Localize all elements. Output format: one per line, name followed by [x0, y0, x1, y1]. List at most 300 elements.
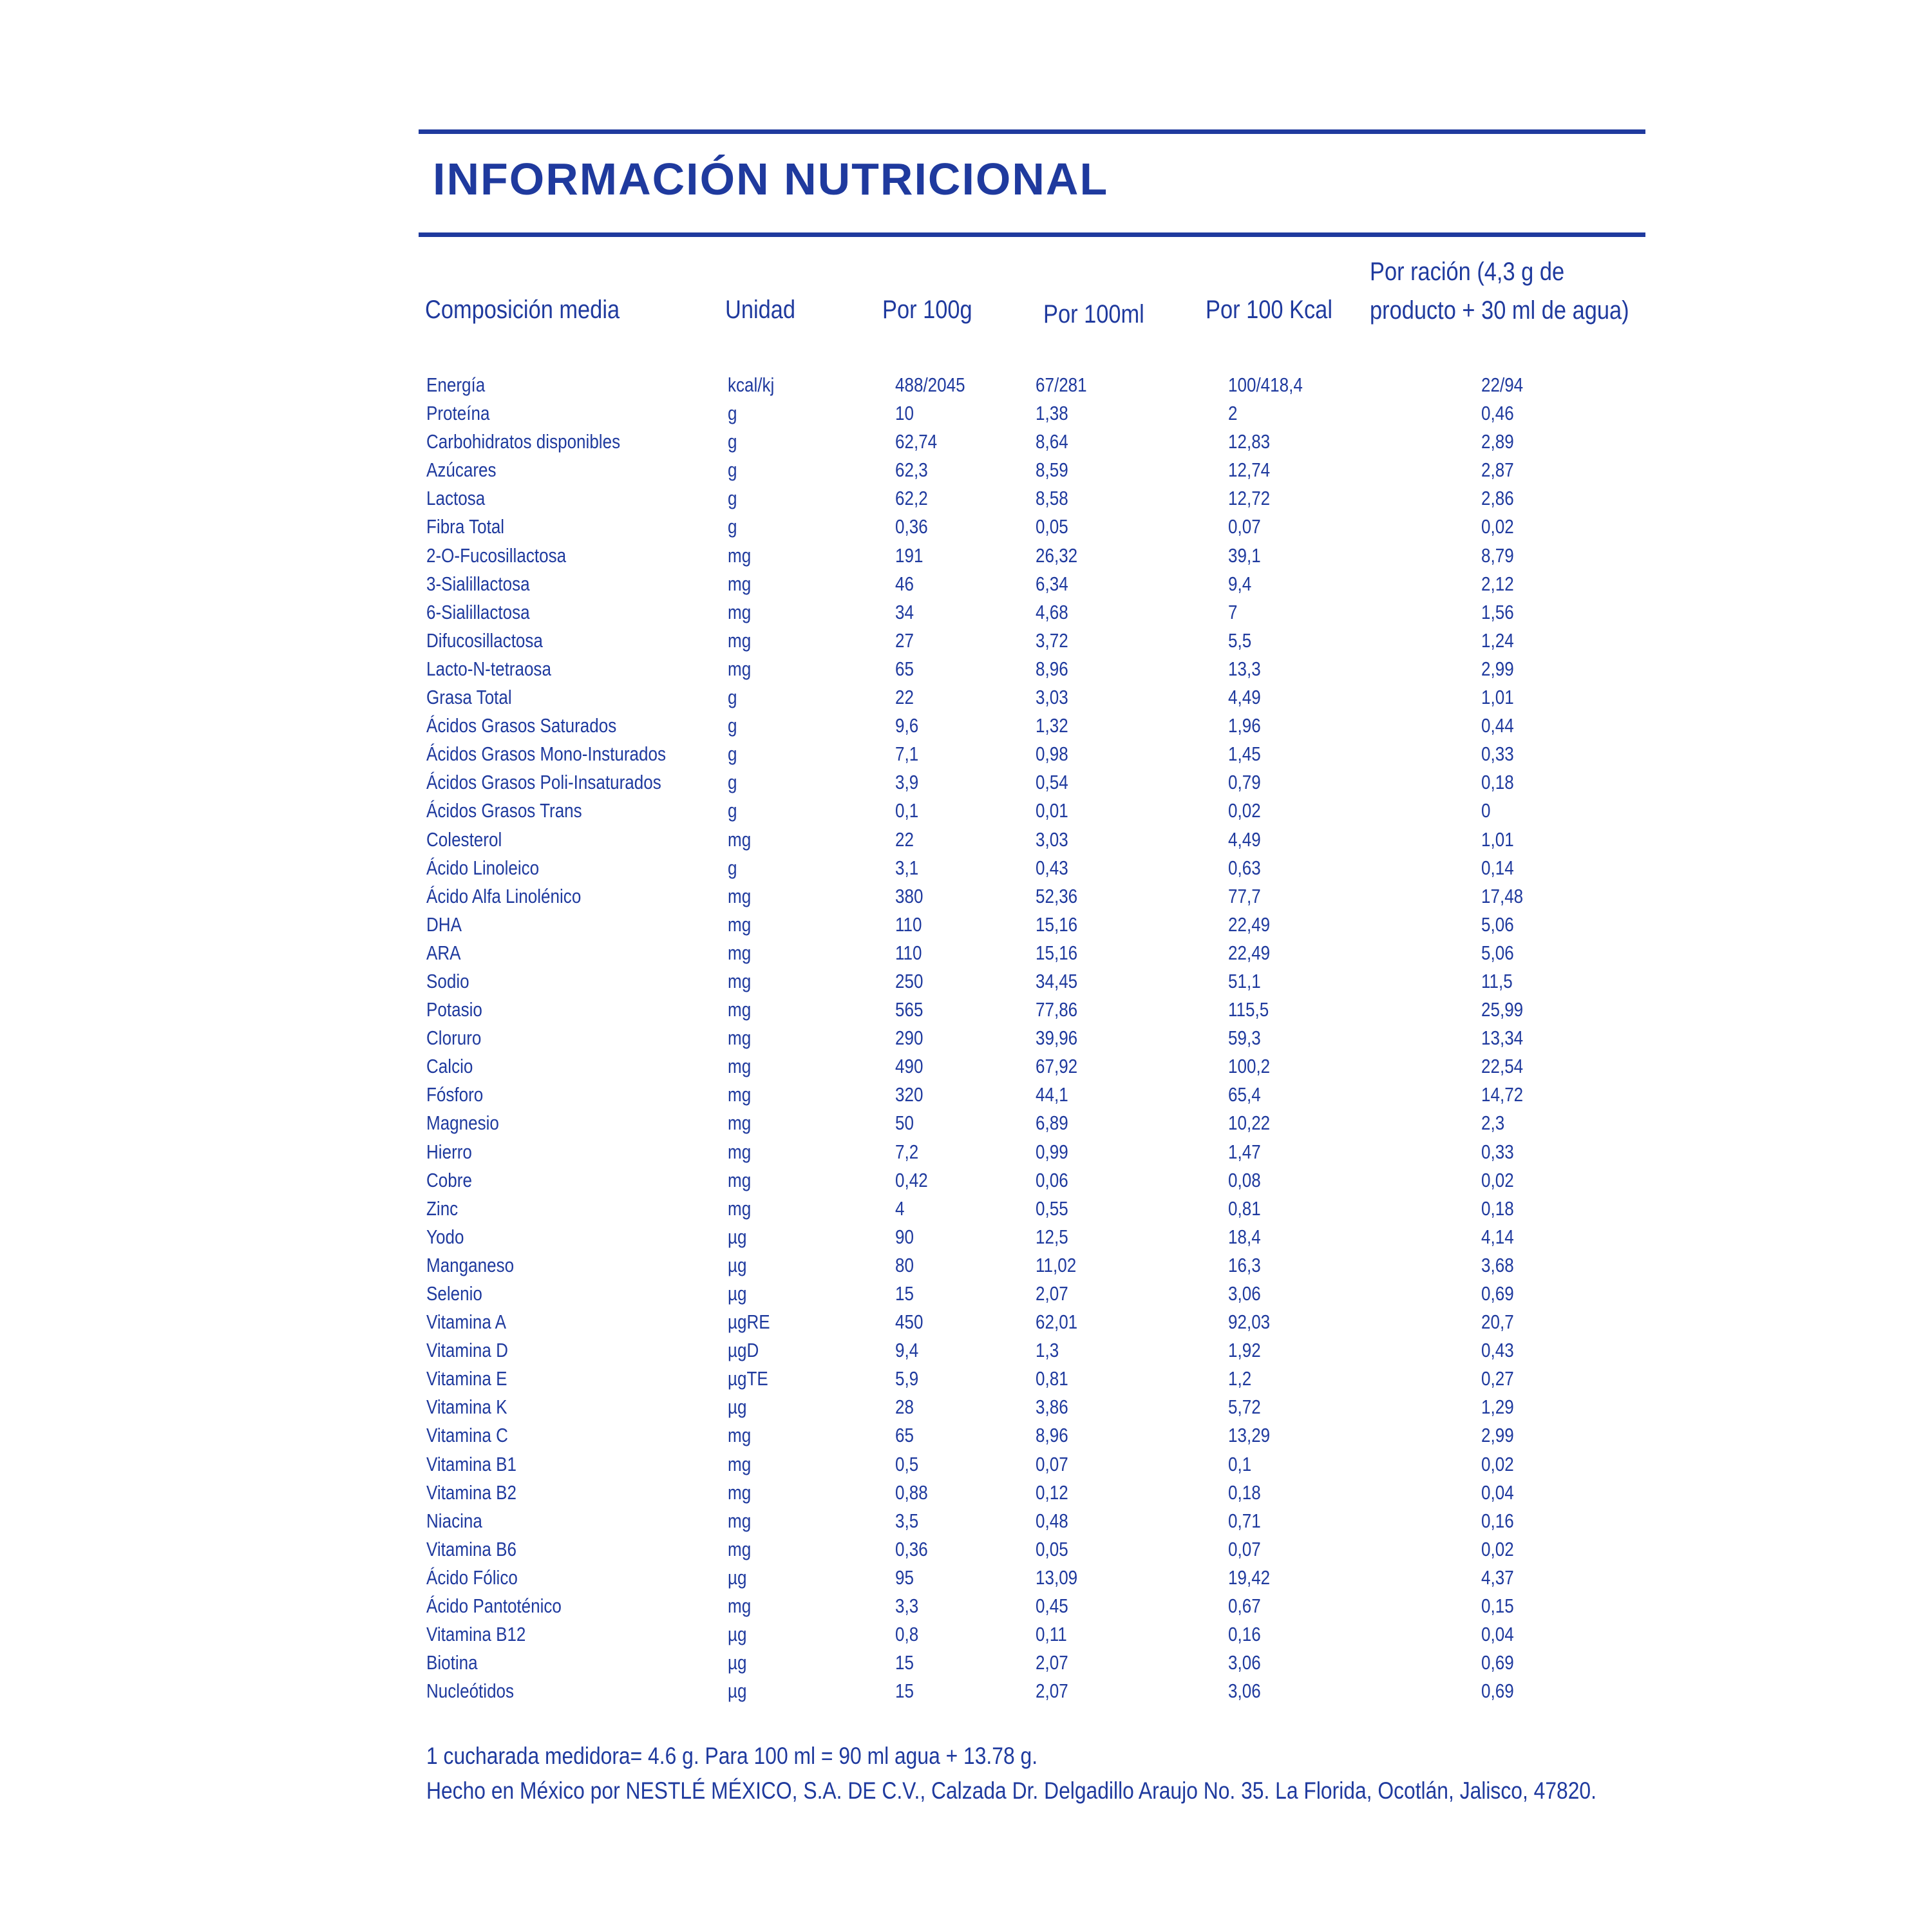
value-per-100g: 95 — [895, 1566, 914, 1589]
nutrient-name: Zinc — [426, 1197, 459, 1220]
value-per-serving: 1,29 — [1481, 1396, 1514, 1419]
nutrient-name: Proteína — [426, 402, 490, 425]
value-per-100ml: 8,58 — [1036, 487, 1068, 510]
value-per-100g: 490 — [895, 1055, 923, 1078]
value-per-serving: 0,02 — [1481, 1537, 1514, 1560]
value-per-100ml: 67/281 — [1036, 374, 1087, 396]
table-row — [0, 1592, 1932, 1620]
value-per-100kcal: 59,3 — [1228, 1027, 1261, 1050]
nutrient-name: Potasio — [426, 998, 482, 1021]
table-row — [0, 627, 1932, 655]
value-per-100kcal: 5,72 — [1228, 1396, 1261, 1419]
table-row — [0, 1195, 1932, 1223]
unit: µg — [728, 1225, 747, 1248]
value-per-100g: 15 — [895, 1282, 914, 1305]
nutrient-name: Selenio — [426, 1282, 482, 1305]
value-per-100ml: 0,99 — [1036, 1140, 1068, 1163]
value-per-100ml: 77,86 — [1036, 998, 1078, 1021]
table-row — [0, 1564, 1932, 1592]
unit: mg — [728, 1509, 752, 1532]
nutrient-name: Yodo — [426, 1225, 464, 1248]
table-row — [0, 1393, 1932, 1421]
value-per-serving: 0,16 — [1481, 1509, 1514, 1532]
nutrient-name: Vitamina K — [426, 1396, 507, 1419]
unit: µgD — [728, 1339, 759, 1362]
value-per-100g: 7,1 — [895, 743, 919, 766]
value-per-100g: 3,9 — [895, 771, 919, 794]
value-per-100kcal: 10,22 — [1228, 1112, 1271, 1135]
value-per-serving: 4,14 — [1481, 1225, 1514, 1248]
value-per-100g: 10 — [895, 402, 914, 425]
unit: mg — [728, 1055, 752, 1078]
nutrient-name: Colesterol — [426, 828, 502, 851]
unit: µg — [728, 1396, 747, 1419]
value-per-100kcal: 0,18 — [1228, 1481, 1261, 1504]
value-per-100g: 15 — [895, 1651, 914, 1674]
value-per-serving: 0,69 — [1481, 1680, 1514, 1703]
nutrient-name: Hierro — [426, 1140, 472, 1163]
unit: µgTE — [728, 1367, 768, 1390]
value-per-100kcal: 12,83 — [1228, 430, 1271, 453]
table-row — [0, 683, 1932, 712]
table-row — [0, 1507, 1932, 1535]
value-per-100kcal: 39,1 — [1228, 544, 1261, 567]
unit: µg — [728, 1623, 747, 1646]
nutrient-name: Niacina — [426, 1509, 482, 1532]
value-per-100g: 22 — [895, 828, 914, 851]
table-row — [0, 371, 1932, 399]
value-per-100g: 450 — [895, 1311, 923, 1334]
value-per-serving: 2,3 — [1481, 1112, 1505, 1135]
value-per-100g: 90 — [895, 1225, 914, 1248]
value-per-100ml: 0,54 — [1036, 771, 1068, 794]
value-per-100ml: 2,07 — [1036, 1651, 1068, 1674]
value-per-100ml: 26,32 — [1036, 544, 1078, 567]
nutrient-name: Grasa Total — [426, 686, 512, 709]
unit: mg — [728, 1027, 752, 1050]
value-per-100g: 34 — [895, 600, 914, 623]
nutrient-name: Sodio — [426, 969, 469, 992]
value-per-100kcal: 13,3 — [1228, 657, 1261, 680]
table-row — [0, 428, 1932, 456]
unit: g — [728, 771, 737, 794]
table-row — [0, 456, 1932, 484]
nutrient-name: Ácido Fólico — [426, 1566, 518, 1589]
value-per-100ml: 3,03 — [1036, 828, 1068, 851]
table-row — [0, 1138, 1932, 1166]
unit: kcal/kj — [728, 374, 775, 396]
value-per-serving: 3,68 — [1481, 1253, 1514, 1276]
nutrient-name: 3-Sialillactosa — [426, 572, 530, 595]
value-per-100kcal: 3,06 — [1228, 1282, 1261, 1305]
nutrient-name: Ácidos Grasos Poli-Insaturados — [426, 771, 661, 794]
nutrient-name: Magnesio — [426, 1112, 499, 1135]
unit: g — [728, 402, 737, 425]
value-per-serving: 14,72 — [1481, 1083, 1524, 1106]
value-per-serving: 1,01 — [1481, 686, 1514, 709]
table-row — [0, 655, 1932, 683]
value-per-100ml: 0,11 — [1036, 1623, 1067, 1646]
table-row — [0, 1479, 1932, 1507]
value-per-100g: 62,74 — [895, 430, 938, 453]
unit: g — [728, 515, 737, 538]
value-per-100kcal: 2 — [1228, 402, 1238, 425]
unit: mg — [728, 1537, 752, 1560]
unit: mg — [728, 1424, 752, 1447]
nutrient-name: DHA — [426, 913, 462, 936]
table-row — [0, 1535, 1932, 1564]
unit: mg — [728, 1452, 752, 1475]
value-per-100kcal: 22,49 — [1228, 913, 1271, 936]
value-per-serving: 0,44 — [1481, 714, 1514, 737]
value-per-100kcal: 1,96 — [1228, 714, 1261, 737]
unit: g — [728, 743, 737, 766]
unit: mg — [728, 1197, 752, 1220]
nutrient-name: Energía — [426, 374, 486, 396]
table-row — [0, 1024, 1932, 1052]
value-per-100ml: 0,05 — [1036, 1537, 1068, 1560]
nutrient-name: Ácidos Grasos Saturados — [426, 714, 617, 737]
unit: g — [728, 856, 737, 879]
value-per-100kcal: 7 — [1228, 600, 1238, 623]
value-per-serving: 0,02 — [1481, 515, 1514, 538]
unit: g — [728, 430, 737, 453]
value-per-100g: 7,2 — [895, 1140, 919, 1163]
value-per-100kcal: 0,67 — [1228, 1595, 1261, 1618]
table-row — [0, 882, 1932, 911]
nutrition-table-body — [0, 371, 1932, 1705]
value-per-100g: 0,5 — [895, 1452, 919, 1475]
value-per-100g: 3,3 — [895, 1595, 919, 1618]
unit: µg — [728, 1253, 747, 1276]
value-per-serving: 4,37 — [1481, 1566, 1514, 1589]
value-per-100kcal: 65,4 — [1228, 1083, 1261, 1106]
value-per-100g: 110 — [895, 913, 922, 936]
value-per-serving: 2,12 — [1481, 572, 1514, 595]
unit: mg — [728, 1595, 752, 1618]
unit: mg — [728, 1168, 752, 1191]
value-per-100g: 488/2045 — [895, 374, 965, 396]
value-per-100kcal: 92,03 — [1228, 1311, 1271, 1334]
value-per-serving: 0,33 — [1481, 743, 1514, 766]
value-per-100kcal: 22,49 — [1228, 941, 1271, 964]
value-per-serving: 0 — [1481, 799, 1491, 822]
value-per-100g: 28 — [895, 1396, 914, 1419]
value-per-100g: 50 — [895, 1112, 914, 1135]
nutrient-name: Carbohidratos disponibles — [426, 430, 621, 453]
unit: mg — [728, 657, 752, 680]
unit: mg — [728, 884, 752, 907]
value-per-100ml: 0,48 — [1036, 1509, 1068, 1532]
value-per-100ml: 0,55 — [1036, 1197, 1068, 1220]
value-per-serving: 5,06 — [1481, 941, 1514, 964]
header-por-racion — [1370, 252, 1629, 330]
nutrient-name: Lactosa — [426, 487, 486, 510]
unit: g — [728, 799, 737, 822]
unit: g — [728, 714, 737, 737]
value-per-serving: 2,86 — [1481, 487, 1514, 510]
value-per-100ml: 62,01 — [1036, 1311, 1078, 1334]
header-por-100g: Por 100g — [882, 296, 972, 324]
value-per-serving: 8,79 — [1481, 544, 1514, 567]
value-per-100kcal: 4,49 — [1228, 828, 1261, 851]
nutrient-name: Cobre — [426, 1168, 472, 1191]
value-per-100kcal: 0,63 — [1228, 856, 1261, 879]
nutrient-name: Ácido Alfa Linolénico — [426, 884, 582, 907]
value-per-100kcal: 115,5 — [1228, 998, 1269, 1021]
value-per-100kcal: 0,1 — [1228, 1452, 1252, 1475]
table-row — [0, 1308, 1932, 1336]
value-per-serving: 0,18 — [1481, 771, 1514, 794]
value-per-100kcal: 12,74 — [1228, 459, 1271, 482]
value-per-100ml: 8,64 — [1036, 430, 1068, 453]
table-row — [0, 797, 1932, 825]
value-per-100g: 9,6 — [895, 714, 919, 737]
nutrient-name: 2-O-Fucosillactosa — [426, 544, 567, 567]
value-per-100ml: 6,34 — [1036, 572, 1068, 595]
unit: mg — [728, 828, 752, 851]
table-row — [0, 570, 1932, 598]
value-per-100kcal: 100/418,4 — [1228, 374, 1303, 396]
table-row — [0, 996, 1932, 1024]
value-per-100ml: 15,16 — [1036, 941, 1078, 964]
value-per-100ml: 8,59 — [1036, 459, 1068, 482]
table-row — [0, 1166, 1932, 1195]
value-per-serving: 2,87 — [1481, 459, 1514, 482]
value-per-100ml: 0,12 — [1036, 1481, 1068, 1504]
value-per-serving: 0,04 — [1481, 1481, 1514, 1504]
page-title: INFORMACIÓN NUTRICIONAL — [433, 154, 1109, 204]
table-row — [0, 542, 1932, 570]
value-per-100g: 15 — [895, 1680, 914, 1703]
value-per-100kcal: 51,1 — [1228, 969, 1261, 992]
table-row — [0, 1620, 1932, 1649]
value-per-serving: 0,27 — [1481, 1367, 1514, 1390]
header-por-100kcal: Por 100 Kcal — [1206, 296, 1332, 324]
value-per-100ml: 13,09 — [1036, 1566, 1078, 1589]
value-per-100g: 0,42 — [895, 1168, 928, 1191]
value-per-serving: 0,33 — [1481, 1140, 1514, 1163]
value-per-100kcal: 1,45 — [1228, 743, 1261, 766]
nutrient-name: Fibra Total — [426, 515, 505, 538]
table-row — [0, 1421, 1932, 1450]
value-per-100kcal: 0,16 — [1228, 1623, 1261, 1646]
value-per-100g: 320 — [895, 1083, 923, 1106]
unit: mg — [728, 1112, 752, 1135]
value-per-100g: 5,9 — [895, 1367, 919, 1390]
value-per-serving: 0,14 — [1481, 856, 1514, 879]
unit: mg — [728, 941, 752, 964]
unit: µgRE — [728, 1311, 770, 1334]
unit: mg — [728, 1140, 752, 1163]
value-per-100kcal: 0,07 — [1228, 515, 1261, 538]
nutrient-name: Ácidos Grasos Mono-Insturados — [426, 743, 666, 766]
value-per-serving: 0,02 — [1481, 1168, 1514, 1191]
unit: g — [728, 686, 737, 709]
nutrient-name: Cloruro — [426, 1027, 482, 1050]
nutrient-name: Ácido Pantoténico — [426, 1595, 562, 1618]
table-row — [0, 826, 1932, 854]
value-per-serving: 0,69 — [1481, 1282, 1514, 1305]
value-per-100ml: 4,68 — [1036, 600, 1068, 623]
unit: µg — [728, 1651, 747, 1674]
footer-serving-note: 1 cucharada medidora= 4.6 g. Para 100 ml = 90 ml agua + 13.78 g. — [426, 1743, 1038, 1769]
value-per-100g: 250 — [895, 969, 923, 992]
value-per-100g: 27 — [895, 629, 914, 652]
nutrient-name: Difucosillactosa — [426, 629, 543, 652]
nutrient-name: Vitamina E — [426, 1367, 507, 1390]
value-per-100kcal: 3,06 — [1228, 1651, 1261, 1674]
nutrient-name: Ácido Linoleico — [426, 856, 540, 879]
table-row — [0, 768, 1932, 797]
table-row — [0, 1081, 1932, 1109]
unit: µg — [728, 1282, 747, 1305]
value-per-100kcal: 0,08 — [1228, 1168, 1261, 1191]
value-per-100ml: 52,36 — [1036, 884, 1078, 907]
unit: mg — [728, 600, 752, 623]
value-per-100kcal: 16,3 — [1228, 1253, 1261, 1276]
value-per-100ml: 1,3 — [1036, 1339, 1059, 1362]
table-row — [0, 399, 1932, 428]
value-per-100kcal: 0,71 — [1228, 1509, 1261, 1532]
value-per-100g: 0,88 — [895, 1481, 928, 1504]
unit: mg — [728, 1481, 752, 1504]
value-per-100g: 4 — [895, 1197, 905, 1220]
value-per-100g: 62,2 — [895, 487, 928, 510]
nutrient-name: Vitamina B6 — [426, 1537, 516, 1560]
value-per-serving: 2,99 — [1481, 657, 1514, 680]
table-row — [0, 740, 1932, 768]
header-unidad: Unidad — [725, 296, 796, 324]
table-row — [0, 1280, 1932, 1308]
table-row — [0, 939, 1932, 967]
value-per-serving: 0,43 — [1481, 1339, 1514, 1362]
table-row — [0, 1251, 1932, 1280]
unit: mg — [728, 629, 752, 652]
value-per-100g: 80 — [895, 1253, 914, 1276]
unit: g — [728, 459, 737, 482]
nutrient-name: Vitamina C — [426, 1424, 508, 1447]
header-por-racion-line1: Por ración (4,3 g de — [1370, 258, 1565, 286]
table-row — [0, 854, 1932, 882]
table-row — [0, 598, 1932, 627]
table-row — [0, 1450, 1932, 1479]
value-per-serving: 22,54 — [1481, 1055, 1524, 1078]
unit: mg — [728, 998, 752, 1021]
table-row — [0, 484, 1932, 513]
value-per-serving: 20,7 — [1481, 1311, 1514, 1334]
nutrient-name: Manganeso — [426, 1253, 515, 1276]
value-per-100ml: 0,81 — [1036, 1367, 1068, 1390]
nutrient-name: Ácidos Grasos Trans — [426, 799, 582, 822]
value-per-100ml: 8,96 — [1036, 1424, 1068, 1447]
nutrient-name: Azúcares — [426, 459, 497, 482]
value-per-100g: 565 — [895, 998, 923, 1021]
value-per-100kcal: 1,2 — [1228, 1367, 1252, 1390]
table-row — [0, 1365, 1932, 1393]
table-row — [0, 967, 1932, 996]
table-row — [0, 1052, 1932, 1081]
nutrient-name: ARA — [426, 941, 461, 964]
value-per-100ml: 1,32 — [1036, 714, 1068, 737]
value-per-100g: 380 — [895, 884, 923, 907]
value-per-100g: 3,5 — [895, 1509, 919, 1532]
value-per-100kcal: 0,02 — [1228, 799, 1261, 822]
nutrient-name: Vitamina D — [426, 1339, 508, 1362]
header-por-100ml: Por 100ml — [1043, 300, 1144, 328]
unit: mg — [728, 1083, 752, 1106]
value-per-serving: 22/94 — [1481, 374, 1524, 396]
value-per-serving: 1,24 — [1481, 629, 1514, 652]
value-per-100ml: 0,07 — [1036, 1452, 1068, 1475]
nutrient-name: Vitamina B2 — [426, 1481, 516, 1504]
value-per-100kcal: 4,49 — [1228, 686, 1261, 709]
value-per-100kcal: 77,7 — [1228, 884, 1261, 907]
unit: g — [728, 487, 737, 510]
value-per-100ml: 3,72 — [1036, 629, 1068, 652]
value-per-100g: 0,8 — [895, 1623, 919, 1646]
value-per-100ml: 15,16 — [1036, 913, 1078, 936]
nutrient-name: Vitamina B1 — [426, 1452, 516, 1475]
value-per-100ml: 0,45 — [1036, 1595, 1068, 1618]
value-per-100kcal: 18,4 — [1228, 1225, 1261, 1248]
value-per-serving: 2,99 — [1481, 1424, 1514, 1447]
header-por-racion-line2: producto + 30 ml de agua) — [1370, 296, 1629, 325]
value-per-100ml: 0,43 — [1036, 856, 1068, 879]
value-per-serving: 1,56 — [1481, 600, 1514, 623]
value-per-serving: 0,69 — [1481, 1651, 1514, 1674]
value-per-serving: 0,15 — [1481, 1595, 1514, 1618]
title-divider — [419, 232, 1645, 237]
value-per-serving: 5,06 — [1481, 913, 1514, 936]
value-per-100ml: 0,01 — [1036, 799, 1068, 822]
table-row — [0, 712, 1932, 740]
table-row — [0, 513, 1932, 541]
value-per-100ml: 12,5 — [1036, 1225, 1068, 1248]
value-per-100kcal: 100,2 — [1228, 1055, 1271, 1078]
value-per-serving: 0,18 — [1481, 1197, 1514, 1220]
table-row — [0, 1677, 1932, 1705]
value-per-100kcal: 1,47 — [1228, 1140, 1261, 1163]
unit: µg — [728, 1566, 747, 1589]
value-per-100ml: 0,06 — [1036, 1168, 1068, 1191]
table-row — [0, 1109, 1932, 1137]
unit: mg — [728, 913, 752, 936]
value-per-serving: 11,5 — [1481, 969, 1513, 992]
value-per-serving: 13,34 — [1481, 1027, 1524, 1050]
value-per-100ml: 39,96 — [1036, 1027, 1078, 1050]
value-per-100g: 0,36 — [895, 515, 928, 538]
value-per-100ml: 3,03 — [1036, 686, 1068, 709]
value-per-100ml: 67,92 — [1036, 1055, 1078, 1078]
nutrient-name: Nucleótidos — [426, 1680, 515, 1703]
value-per-100kcal: 12,72 — [1228, 487, 1271, 510]
value-per-100g: 0,1 — [895, 799, 919, 822]
value-per-100g: 62,3 — [895, 459, 928, 482]
table-row — [0, 1223, 1932, 1251]
value-per-100g: 0,36 — [895, 1537, 928, 1560]
nutrient-name: 6-Sialillactosa — [426, 600, 530, 623]
value-per-100ml: 2,07 — [1036, 1282, 1068, 1305]
value-per-100ml: 0,05 — [1036, 515, 1068, 538]
value-per-100kcal: 19,42 — [1228, 1566, 1271, 1589]
nutrient-name: Lacto-N-tetraosa — [426, 657, 551, 680]
unit: mg — [728, 572, 752, 595]
unit: mg — [728, 544, 752, 567]
top-divider — [419, 129, 1645, 134]
value-per-100ml: 11,02 — [1036, 1253, 1077, 1276]
nutrient-name: Calcio — [426, 1055, 473, 1078]
